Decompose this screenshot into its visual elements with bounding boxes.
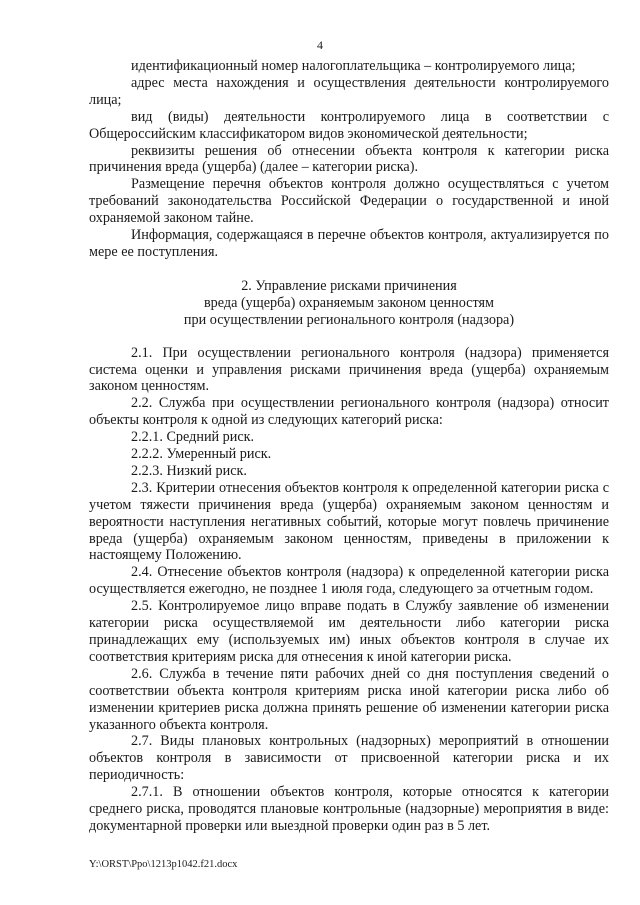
paragraph-2-7-1: 2.7.1. В отношении объектов контроля, которые относятся к категории среднего риска, проводятся плановые контрольные (надзорные) мероприятия в виде: документарной проверки или выездной проверки один раз в 5 лет. (89, 784, 609, 834)
paragraph-activity-type: вид (виды) деятельности контролируемого лица в соответствии с Общероссийским классификатором видов экономической деятельности; (89, 108, 609, 142)
paragraph-2-4: 2.4. Отнесение объектов контроля (надзора) к определенной категории риска осуществляется ежегодно, не позднее 1 июля года, следующего за отчетным годом. (89, 564, 609, 598)
paragraph-2-1: 2.1. При осуществлении регионального контроля (надзора) применяется система оценки и управления рисками причинения вреда (ущерба) охраняемым законом ценностям. (89, 344, 609, 395)
paragraph-list-placement: Размещение перечня объектов контроля должно осуществляться с учетом требований законодательства Российской Федерации о государственной и иной охраняемой законом тайне. (89, 176, 609, 227)
paragraph-2-5: 2.5. Контролируемое лицо вправе подать в Службу заявление об изменении категории риска осуществляемой им деятельности либо категории риска принадлежащих ему (используемых им) иных объектов контроля в случае их соответствия критериям риска для отнесения к иной категории риска. (89, 598, 609, 665)
document-body (89, 58, 609, 835)
paragraph-2-2-1: 2.2.1. Средний риск. (131, 429, 255, 446)
paragraph-list-update: Информация, содержащаяся в перечне объектов контроля, актуализируется по мере ее поступления. (89, 227, 609, 260)
paragraph-2-6: 2.6. Служба в течение пяти рабочих дней со дня поступления сведений о соответствии объекта контроля критериям риска иной категории риска либо об изменении критериев риска должна принять решение об изменении категории риска указанного объекта контроля. (89, 665, 609, 733)
footer-file-path: Y:\ORST\Ppo\1213p1042.f21.docx (89, 859, 238, 870)
paragraph-decision-details: реквизиты решения об отнесении объекта контроля к категории риска причинения вреда (ущерба) (далее – категории риска). (89, 142, 609, 176)
paragraph-address: адрес места нахождения и осуществления деятельности контролируемого лица; (89, 74, 609, 108)
section-heading-line-1: 2. Управление рисками причинения (241, 277, 457, 294)
paragraph-2-3: 2.3. Критерии отнесения объектов контроля к определенной категории риска с учетом тяжести причинения вреда (ущерба) охраняемым законом ценностям и вероятности наступления негативных событий, которые могут повлечь причинение вреда (ущерба) охраняемым законом ценностям, приведены в приложении к настоящему Положению. (89, 479, 609, 564)
paragraph-inn: идентификационный номер налогоплательщика – контролируемого лица; (131, 58, 576, 74)
section-heading (89, 278, 609, 329)
section-heading-line-3: при осуществлении регионального контроля (надзора) (183, 311, 515, 328)
paragraph-2-7: 2.7. Виды плановых контрольных (надзорных) мероприятий в отношении объектов контроля в зависимости от присвоенной категории риска и их периодичность: (89, 733, 609, 784)
paragraph-2-2: 2.2. Служба при осуществлении регионального контроля (надзора) относит объекты контроля к одной из следующих категорий риска: (89, 395, 609, 429)
paragraph-2-2-2: 2.2.2. Умеренный риск. (131, 446, 272, 463)
paragraph-2-2-3: 2.2.3. Низкий риск. (131, 462, 247, 479)
section-heading-line-2: вреда (ущерба) охраняемым законом ценностям (203, 294, 494, 311)
page-number: 4 (317, 38, 323, 52)
